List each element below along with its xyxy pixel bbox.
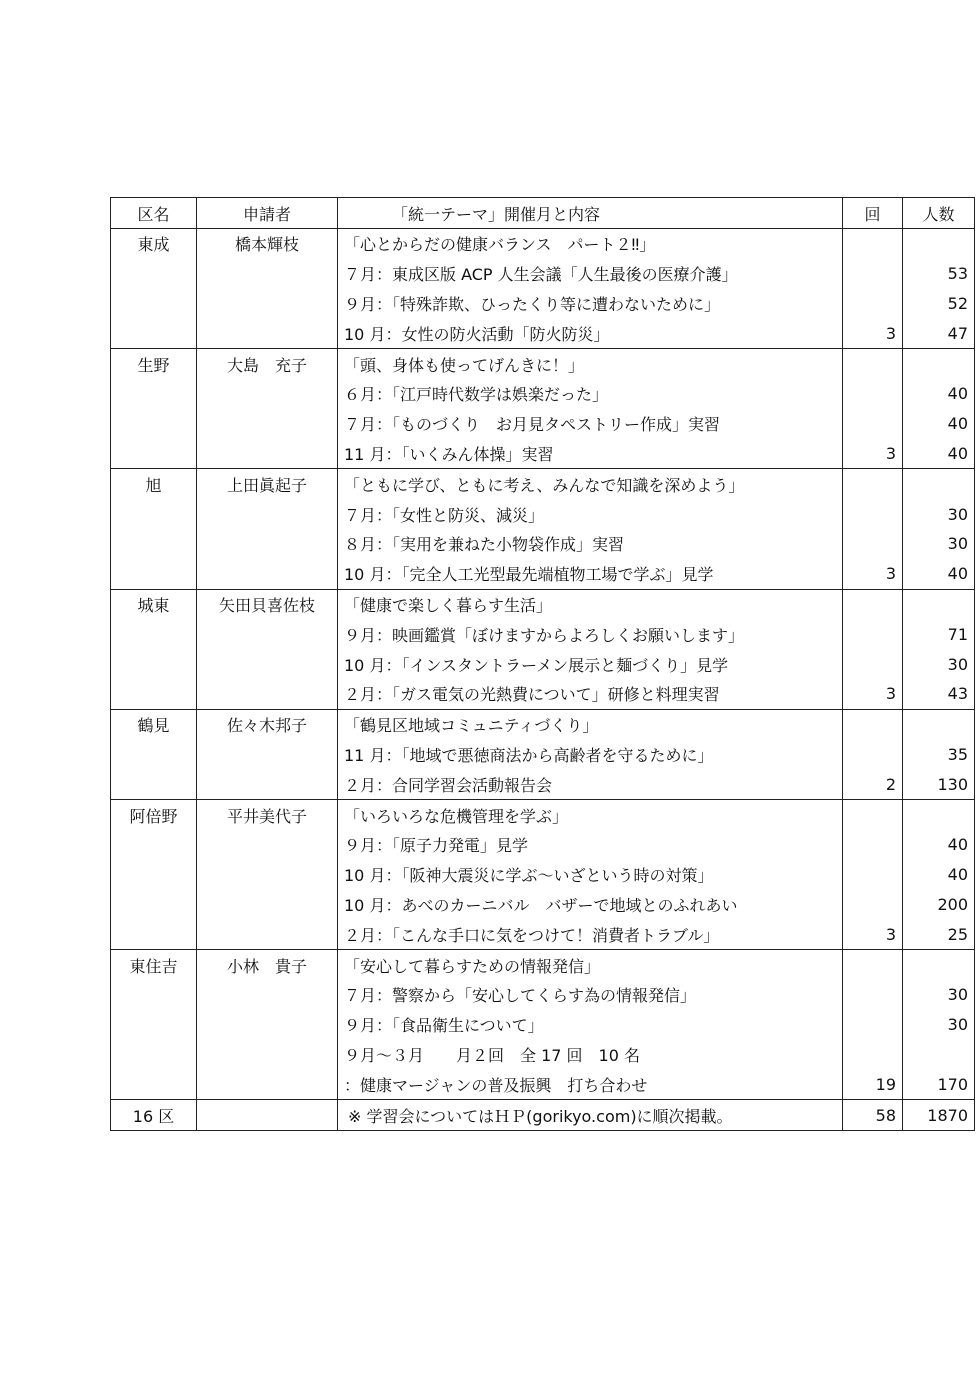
event-text: ９月：「食品衛生について」 (338, 1010, 843, 1040)
table-row (111, 559, 975, 589)
applicant-name: 大島 充子 (197, 349, 338, 379)
event-people: 40 (903, 379, 975, 409)
event-people: 30 (903, 499, 975, 529)
table-row (111, 679, 975, 709)
total-count: 58 (843, 1100, 903, 1131)
event-text: ９月：「原子力発電」見学 (338, 830, 843, 860)
event-text: ７月：警察から「安心してくらす為の情報発信」 (338, 980, 843, 1010)
theme-text: 「頭、身体も使ってげんきに！」 (338, 349, 843, 379)
event-count (843, 1040, 903, 1070)
district-name: 旭 (111, 469, 197, 499)
event-text: 10 月：「阪神大震災に学ぶ～いざという時の対策」 (338, 860, 843, 890)
event-people: 40 (903, 830, 975, 860)
event-count: 19 (843, 1069, 903, 1099)
event-text: ９月：「特殊詐欺、ひったくり等に遭わないために」 (338, 289, 843, 319)
event-count: 3 (843, 559, 903, 589)
event-count (843, 289, 903, 319)
activity-table (110, 197, 975, 1131)
event-count (843, 409, 903, 439)
total-row (111, 1100, 975, 1131)
district-name: 城東 (111, 589, 197, 619)
table-row (111, 1040, 975, 1070)
event-people: 53 (903, 259, 975, 289)
event-people: 43 (903, 679, 975, 709)
event-text: ７月：東成区版 ACP 人生会議「人生最後の医療介護」 (338, 259, 843, 289)
table-row (111, 709, 975, 739)
event-count (843, 619, 903, 649)
event-people: 25 (903, 919, 975, 949)
event-people: 52 (903, 289, 975, 319)
table-row (111, 589, 975, 619)
event-count (843, 830, 903, 860)
event-count: 3 (843, 919, 903, 949)
event-people: 30 (903, 529, 975, 559)
district-name: 鶴見 (111, 709, 197, 739)
event-people: 35 (903, 740, 975, 770)
event-count (843, 649, 903, 679)
total-people: 1870 (903, 1100, 975, 1131)
event-people: 130 (903, 769, 975, 799)
event-text: 10 月：女性の防火活動「防火防災」 (338, 318, 843, 348)
event-people: 30 (903, 1010, 975, 1040)
event-count (843, 379, 903, 409)
event-people: 40 (903, 860, 975, 890)
district-name: 生野 (111, 349, 197, 379)
table-row (111, 379, 975, 409)
table-row (111, 800, 975, 830)
table-row (111, 769, 975, 799)
theme-text: 「心とからだの健康バランス パート２‼」 (338, 229, 843, 259)
event-text: ９月：映画鑑賞「ぼけますからよろしくお願いします」 (338, 619, 843, 649)
event-people: 40 (903, 439, 975, 469)
table-row (111, 919, 975, 949)
event-count (843, 259, 903, 289)
event-count (843, 890, 903, 920)
event-count (843, 529, 903, 559)
event-text: ８月：「実用を兼ねた小物袋作成」実習 (338, 529, 843, 559)
header-count: 回 (843, 198, 903, 229)
event-count: 3 (843, 679, 903, 709)
event-text: 10 月：「完全人工光型最先端植物工場で学ぶ」見学 (338, 559, 843, 589)
theme-text: 「健康で楽しく暮らす生活」 (338, 589, 843, 619)
total-note: ※ 学習会についてはＨＰ(gorikyo.com)に順次掲載。 (338, 1100, 843, 1131)
event-text: ７月：「ものづくり お月見タペストリー作成」実習 (338, 409, 843, 439)
table-row (111, 289, 975, 319)
district-name: 東成 (111, 229, 197, 259)
table-row (111, 349, 975, 379)
header-people: 人数 (903, 198, 975, 229)
event-count (843, 1010, 903, 1040)
header-row (111, 198, 975, 229)
table-row (111, 619, 975, 649)
event-people: 30 (903, 980, 975, 1010)
event-text: ７月：「女性と防災、減災」 (338, 499, 843, 529)
applicant-name: 小林 貴子 (197, 950, 338, 980)
table-row (111, 740, 975, 770)
total-applicant (197, 1100, 338, 1131)
event-count (843, 980, 903, 1010)
theme-text: 「ともに学び、ともに考え、みんなで知識を深めよう」 (338, 469, 843, 499)
event-people: 40 (903, 409, 975, 439)
table-row (111, 529, 975, 559)
event-text: 10 月：あべのカーニバル バザーで地域とのふれあい (338, 890, 843, 920)
theme-text: 「鶴見区地域コミュニティづくり」 (338, 709, 843, 739)
header-applicant: 申請者 (197, 198, 338, 229)
event-count (843, 740, 903, 770)
table-row (111, 259, 975, 289)
event-text: ２月：「こんな手口に気をつけて！消費者トラブル」 (338, 919, 843, 949)
event-count (843, 860, 903, 890)
event-people: 170 (903, 1069, 975, 1099)
applicant-name: 佐々木邦子 (197, 709, 338, 739)
theme-text: 「いろいろな危機管理を学ぶ」 (338, 800, 843, 830)
table-row (111, 409, 975, 439)
table-row (111, 950, 975, 980)
event-text: ２月：合同学習会活動報告会 (338, 769, 843, 799)
event-people: 71 (903, 619, 975, 649)
theme-text: 「安心して暮らすための情報発信」 (338, 950, 843, 980)
applicant-name: 矢田貝喜佐枝 (197, 589, 338, 619)
table-row (111, 830, 975, 860)
table-row (111, 1010, 975, 1040)
event-count: 3 (843, 318, 903, 348)
table-row (111, 890, 975, 920)
event-people: 40 (903, 559, 975, 589)
table-row (111, 318, 975, 348)
event-count (843, 499, 903, 529)
table-row (111, 469, 975, 499)
district-name: 阿倍野 (111, 800, 197, 830)
event-text: ：健康マージャンの普及振興 打ち合わせ (338, 1069, 843, 1099)
table-row (111, 980, 975, 1010)
event-text: ２月：「ガス電気の光熱費について」研修と料理実習 (338, 679, 843, 709)
event-people (903, 1040, 975, 1070)
event-text: 10 月：「インスタントラーメン展示と麺づくり」見学 (338, 649, 843, 679)
district-name: 東住吉 (111, 950, 197, 980)
header-district: 区名 (111, 198, 197, 229)
event-people: 200 (903, 890, 975, 920)
event-people: 47 (903, 318, 975, 348)
applicant-name: 橋本輝枝 (197, 229, 338, 259)
event-text: 11 月：「地域で悪徳商法から高齢者を守るために」 (338, 740, 843, 770)
table-row (111, 649, 975, 679)
applicant-name: 上田眞起子 (197, 469, 338, 499)
table-row (111, 229, 975, 259)
event-text: ６月：「江戸時代数学は娯楽だった」 (338, 379, 843, 409)
table-row (111, 499, 975, 529)
table-row (111, 439, 975, 469)
header-content: 「統一テーマ」開催月と内容 (338, 198, 843, 229)
event-text: ９月～３月 月２回 全 17 回 10 名 (338, 1040, 843, 1070)
event-count: 2 (843, 769, 903, 799)
total-districts: 16 区 (111, 1100, 197, 1131)
table-row (111, 860, 975, 890)
event-people: 30 (903, 649, 975, 679)
event-count: 3 (843, 439, 903, 469)
table-row (111, 1069, 975, 1099)
applicant-name: 平井美代子 (197, 800, 338, 830)
event-text: 11 月：「いくみん体操」実習 (338, 439, 843, 469)
